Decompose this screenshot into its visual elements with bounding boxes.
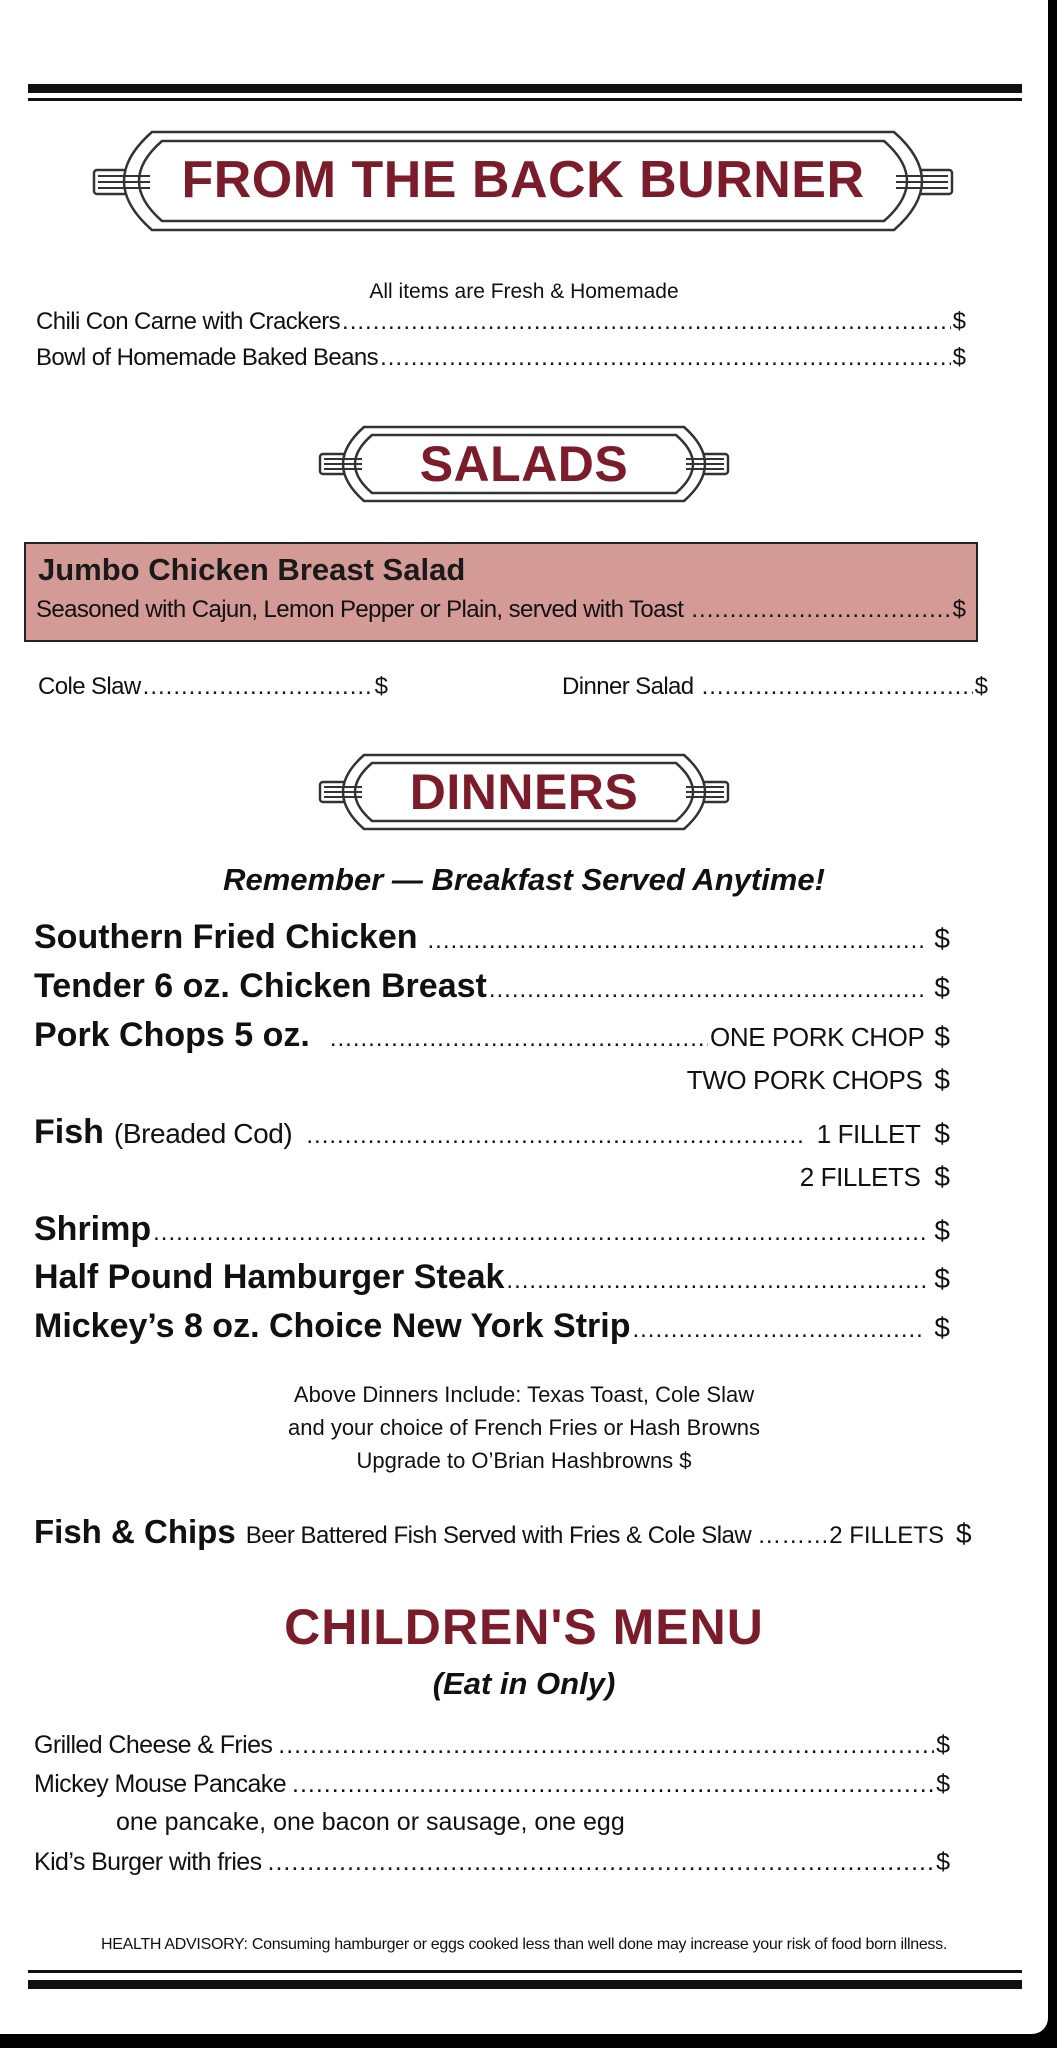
- item-name: Fish & Chips: [34, 1513, 236, 1550]
- dinner-item: [34, 918, 950, 957]
- dot-leader: [702, 673, 973, 701]
- featured-salad-name: Jumbo Chicken Breast Salad: [38, 552, 466, 587]
- top-rule-thin: [28, 98, 1022, 101]
- item-price: $: [952, 596, 966, 623]
- item-price: $: [934, 1263, 950, 1294]
- dot-leader: [292, 1770, 934, 1799]
- item-name: Tender 6 oz. Chicken Breast: [34, 967, 487, 1005]
- dinner-item: [34, 1016, 950, 1055]
- dot-leader: [268, 1848, 935, 1877]
- dinner-item: [34, 1064, 950, 1096]
- item-name: Shrimp: [34, 1210, 152, 1248]
- item-option: ONE PORK CHOP: [710, 1022, 925, 1052]
- item-price: $: [934, 1312, 950, 1343]
- bottom-rule-thin: [28, 1970, 1022, 1973]
- dot-leader: [380, 344, 951, 372]
- item-name: Fish: [34, 1113, 104, 1151]
- dinner-item: [34, 1113, 950, 1152]
- featured-salad-description-row: [36, 596, 966, 624]
- back-burner-title: FROM THE BACK BURNER: [181, 151, 865, 209]
- dot-leader: [306, 1122, 802, 1150]
- list-item: [38, 673, 388, 701]
- list-item: [36, 308, 966, 336]
- dot-leader: [143, 673, 373, 701]
- dinner-item: [34, 1258, 950, 1297]
- dot-leader: [632, 1316, 926, 1344]
- dot-leader: [506, 1267, 926, 1295]
- item-price: $: [936, 1731, 950, 1759]
- item-price: $: [936, 1848, 950, 1876]
- list-item: [34, 1731, 950, 1760]
- list-item: [34, 1770, 950, 1799]
- item-name: Bowl of Homemade Baked Beans: [36, 344, 379, 371]
- list-item: [34, 1848, 950, 1877]
- item-price: $: [934, 1161, 950, 1192]
- back-burner-subtitle: All items are Fresh & Homemade: [369, 280, 679, 303]
- item-option: 1 FILLET: [816, 1119, 921, 1149]
- item-price: $: [934, 972, 950, 1003]
- item-price: $: [952, 344, 966, 371]
- item-name: Dinner Salad: [562, 673, 694, 700]
- item-name: Pork Chops 5 oz.: [34, 1016, 310, 1054]
- dot-leader: [342, 308, 951, 336]
- dot-leader: [330, 1025, 708, 1053]
- item-note: (Breaded Cod): [113, 1118, 293, 1149]
- item-price: $: [934, 1021, 950, 1052]
- item-price: $: [374, 673, 388, 700]
- item-name: Mickey Mouse Pancake: [34, 1770, 287, 1798]
- dot-leader: [691, 596, 950, 624]
- item-price: $: [934, 1215, 950, 1246]
- item-price: $: [955, 1518, 972, 1549]
- bottom-rule-thick: [28, 1980, 1022, 1989]
- dinner-item: [34, 967, 950, 1006]
- item-name: Mickey’s 8 oz. Choice New York Strip: [34, 1307, 631, 1345]
- dot-leader: [153, 1219, 926, 1247]
- dot-leader: [489, 976, 927, 1004]
- dinners-includes-line: Above Dinners Include: Texas Toast, Cole Slaw: [293, 1382, 755, 1407]
- item-option: TWO PORK CHOPS: [686, 1065, 923, 1095]
- list-item: [562, 673, 988, 701]
- item-price: $: [934, 1118, 950, 1149]
- item-name: Kid’s Burger with fries: [34, 1848, 262, 1876]
- item-description: Beer Battered Fish Served with Fries & Cole Slaw: [245, 1522, 752, 1549]
- health-advisory: HEALTH ADVISORY: Consuming hamburger or eggs cooked less than well done may increase your risk of food born illness.: [101, 1936, 947, 1953]
- item-option: 2 FILLETS: [829, 1522, 944, 1549]
- item-name: Grilled Cheese & Fries: [34, 1731, 273, 1759]
- dinner-item: [34, 1210, 950, 1249]
- dinners-includes-line: and your choice of French Fries or Hash Browns: [288, 1415, 760, 1440]
- dinner-item: [34, 1161, 950, 1193]
- pancake-note: one pancake, one bacon or sausage, one egg: [116, 1808, 625, 1836]
- salads-title: SALADS: [419, 436, 629, 492]
- dot-leader: ………: [757, 1522, 830, 1549]
- list-item: [36, 344, 966, 372]
- dinners-tagline: Remember — Breakfast Served Anytime!: [223, 862, 825, 897]
- dinners-title: DINNERS: [409, 764, 639, 820]
- fish-and-chips-item: [34, 1513, 972, 1551]
- item-name: Chili Con Carne with Crackers: [36, 308, 341, 335]
- item-price: $: [934, 1064, 950, 1095]
- childrens-menu-subtitle: (Eat in Only): [432, 1666, 616, 1701]
- item-name: Cole Slaw: [38, 673, 141, 700]
- dinner-item: [34, 1307, 950, 1346]
- item-name: Half Pound Hamburger Steak: [34, 1258, 505, 1296]
- item-price: $: [952, 308, 966, 335]
- featured-salad-description: Seasoned with Cajun, Lemon Pepper or Plain, served with Toast: [36, 596, 684, 623]
- dot-leader: [278, 1731, 934, 1760]
- item-price: $: [936, 1770, 950, 1798]
- item-name: Southern Fried Chicken: [34, 918, 418, 956]
- item-option: 2 FILLETS: [799, 1162, 921, 1192]
- dinners-includes-line: Upgrade to O’Brian Hashbrowns $: [356, 1448, 692, 1473]
- dot-leader: [428, 927, 927, 955]
- item-price: $: [974, 673, 988, 700]
- item-price: $: [934, 923, 950, 954]
- childrens-menu-title: CHILDREN'S MENU: [284, 1599, 764, 1655]
- top-rule-thick: [28, 84, 1022, 93]
